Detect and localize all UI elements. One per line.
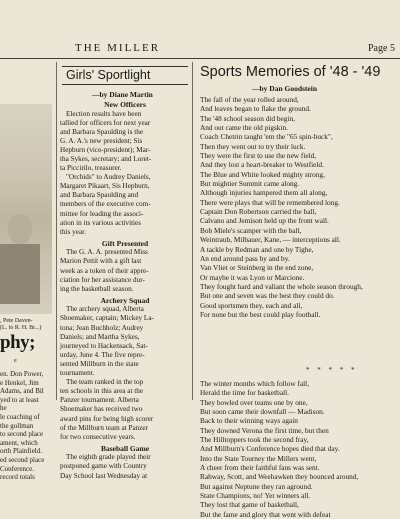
left-headline: phy;	[0, 332, 35, 353]
poem-line: But one and seven was the best they could do.	[200, 291, 335, 301]
section-heading: Gift Presented	[101, 238, 149, 248]
text-line: Shoemaker has received two	[60, 405, 143, 414]
left-byline: e	[14, 358, 17, 364]
poem-line: Back to their winning ways again	[200, 416, 298, 426]
section-heading: New Officers	[104, 100, 146, 109]
poem-line: But mightier Summit came along.	[200, 179, 300, 189]
section-body	[60, 453, 190, 480]
poem-line: But soon came their downfall — Madison.	[200, 407, 325, 417]
poem-line: They were the first to use the new field,	[200, 151, 317, 161]
text-line: of the Millburn team at Panzer	[60, 423, 149, 432]
poem-line: They fought hard and valiant the whole season through,	[200, 281, 363, 291]
left-clipped-column	[0, 62, 55, 482]
text-line: tha Sykes, secretary; and Loret-	[60, 154, 152, 163]
text-line: ing the basketball season.	[60, 284, 134, 293]
text-line: members of the executive com-	[60, 200, 151, 209]
poem-line: State Champions, no! Yet winners all.	[200, 491, 311, 501]
sports-memories-column	[196, 62, 400, 519]
text-line: ten schools in this area at the	[60, 387, 144, 396]
text-line: record totals	[0, 473, 35, 482]
poem-line: Weintraub, Milbauer, Kane, — interceptions all.	[200, 235, 341, 245]
girls-sportlight-column	[60, 62, 190, 480]
text-line: the gollman	[0, 421, 34, 430]
text-line: ament, which	[0, 438, 38, 447]
poem-line: Good sportsmen they, each and all,	[200, 300, 303, 310]
poem-line: And they lost a heart-breaker to Westfield.	[200, 160, 324, 170]
text-line: tournament.	[60, 369, 95, 378]
text-line: ta Piccirilo, treasurer.	[60, 164, 122, 173]
poem-line: Into the State Tourney the Millers went,	[200, 453, 317, 463]
sportlight-title: Girls' Sportlight	[66, 68, 151, 82]
text-line: he	[0, 404, 7, 413]
poem-line: And Millburn's Conference hopes died that day.	[200, 444, 340, 454]
poem-line: Or maybe it was Lyon or Marcione.	[200, 272, 305, 282]
poem-line: Coach Chetrin taught 'em the "65 spin-buck",	[200, 132, 333, 142]
poem-line: The fall of the year rolled around,	[200, 95, 299, 104]
text-line: Conference.	[0, 464, 35, 473]
poem-line: An end around pass by and by.	[200, 253, 290, 263]
poem-line: There were plays that will be remembered long.	[200, 197, 340, 207]
masthead-rule	[0, 58, 400, 59]
poem-line: A cheer from their faithful fans was sent.	[200, 463, 320, 473]
poem-stanza	[200, 379, 400, 519]
section-heading: Archery Squad	[100, 295, 150, 305]
text-line: sented Millburn in the state	[60, 359, 139, 368]
text-line: tona; Jean Buchholz; Audrey	[60, 323, 144, 332]
photo-face	[8, 214, 32, 244]
text-line: for two consecutive years.	[60, 432, 136, 441]
text-line: ciation for her assistance dur-	[60, 275, 145, 284]
text-line: The team ranked in the top	[66, 378, 144, 387]
poem-line: The Blue and White looked mighty strong,	[200, 169, 325, 179]
poem-line: For none but the best could play football.	[200, 309, 321, 319]
column-divider	[56, 62, 57, 400]
poem-line: Van Vliet or Steinberg in the end zone,	[200, 263, 314, 273]
text-line: ation in its various activities	[60, 218, 142, 227]
text-line: urday, June 4. The five repre-	[60, 350, 145, 359]
text-line: yed to at least	[0, 395, 39, 404]
poem-line: They lost that game of basketball,	[200, 500, 299, 510]
text-line: mittee for leading the associ-	[60, 209, 144, 218]
text-line: tallied for officers for next year	[60, 118, 151, 127]
column-divider	[192, 62, 193, 400]
text-line: and Barbara Spaulding and	[60, 191, 139, 200]
poem-line: Herald the time for basketball.	[200, 388, 289, 398]
poem-line: But against Neptune they ran aground.	[200, 481, 313, 491]
text-line: en. Don Power,	[0, 370, 44, 378]
text-line: Election results have been	[66, 109, 142, 118]
photo-shirt	[0, 244, 40, 304]
text-line: Adams, and Bil	[0, 387, 44, 396]
poem-line: Calvano and Jemison held up the front wall.	[200, 216, 329, 226]
text-line: to second place	[0, 430, 44, 439]
section-body	[60, 248, 190, 293]
text-line: Panzer tournament. Alberta	[60, 396, 139, 405]
text-line: Daniels; and Martha Sykes,	[60, 332, 140, 341]
poem-line: They downed Verona the first time, but then	[200, 425, 329, 435]
text-line: The archery squad, Alberta	[66, 305, 144, 314]
poem-line: And out came the old pigskin.	[200, 123, 288, 133]
text-line: Day School last Wednesday at	[60, 471, 148, 480]
text-line: award pins for being high scorer	[60, 414, 154, 423]
text-line: G. A. A.'s new president; Sis	[60, 136, 143, 145]
poem-line: Captain Don Robertson carried the ball,	[200, 207, 317, 217]
left-article-text	[0, 370, 44, 482]
text-line: week as a token of their appre-	[60, 266, 149, 275]
memories-byline: —by Dan Goodstein	[252, 84, 318, 93]
poem-line: Bob Miele's scamper with the ball,	[200, 225, 302, 235]
text-line: Hepburn (vice-president); Mar-	[60, 145, 151, 154]
text-line: le coaching of	[0, 412, 40, 421]
section-body	[60, 110, 190, 237]
section-body	[60, 305, 190, 441]
poem-line: But the fame and glory that went with defeat	[200, 509, 331, 519]
stanza-separator: * * * * *	[306, 366, 358, 374]
sportlight-byline: —by Diane Martin	[92, 90, 153, 99]
masthead: THE MILLER	[75, 42, 161, 54]
memories-title: Sports Memories of '48 - '49	[200, 64, 381, 80]
poem-line: The '48 school season did begin,	[200, 113, 295, 123]
page-number: Page 5	[368, 43, 395, 54]
text-line: journeyed to Hackensack, Sat-	[60, 341, 148, 350]
poem-line: They bowled over teams one by one,	[200, 397, 308, 407]
poem-stanza	[200, 95, 400, 319]
text-line: "Orchids" to Audrey Daniels,	[66, 173, 151, 182]
text-line: Shoemaker, captain; Mickey La-	[60, 314, 154, 323]
poem-line: Rahway, Scott, and Weehawken they bounced around,	[200, 472, 359, 482]
text-line: The G. A. A. presented Miss	[66, 248, 148, 257]
text-line: this year.	[60, 227, 86, 236]
team-photo	[0, 104, 52, 314]
text-line: postponed game with Country	[60, 462, 147, 471]
text-line: The eighth grade played their	[66, 453, 151, 462]
photo-caption: , Pete Daven- (L. to R. H. Br...)	[0, 318, 42, 331]
poem-line: The Hilltoppers took the second fray,	[200, 435, 309, 445]
poem-line: Then they went out to try their luck.	[200, 141, 306, 151]
poem-line: And leaves began to flake the ground.	[200, 104, 311, 114]
section-heading: Baseball Game	[100, 443, 150, 453]
poem-line: Although injuries hampered them all along,	[200, 188, 328, 198]
sportlight-title-box	[62, 66, 188, 85]
text-line: ed second place	[0, 455, 45, 464]
text-line: Margaret Pikaart, Sis Hepburn,	[60, 182, 150, 191]
text-line: and Barbara Spaulding is the	[60, 127, 144, 136]
poem-line: A tackle by Redman and one by Tighe,	[200, 244, 314, 254]
text-line: e Henkel, Jim	[0, 378, 39, 387]
text-line: Marion Pettit with a gift last	[60, 257, 142, 266]
poem-line: The winter months which follow fall,	[200, 379, 310, 388]
text-line: orth Plainfield.	[0, 447, 42, 456]
